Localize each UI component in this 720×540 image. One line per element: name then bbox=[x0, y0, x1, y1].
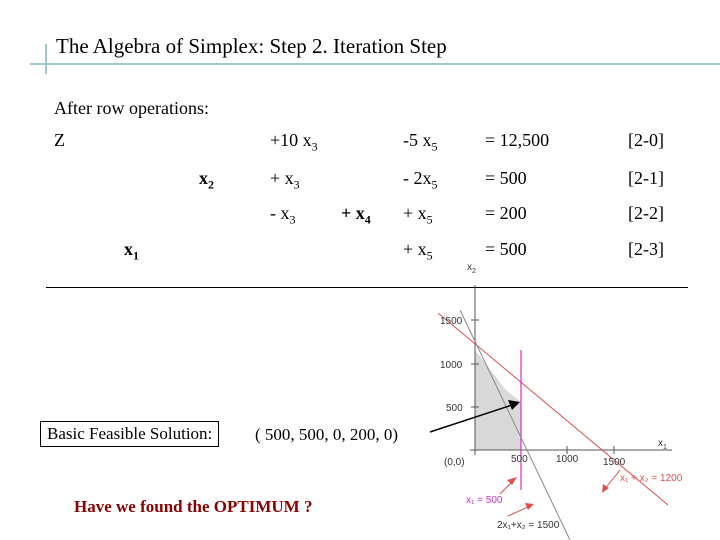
row1-x3: + $x_3$ bbox=[270, 168, 300, 192]
bfs-value: ( 500, 500, 0, 200, 0) bbox=[255, 425, 399, 444]
y-axis-label: $x_2$ bbox=[467, 262, 476, 275]
y-tick-label: 500 bbox=[446, 403, 463, 414]
origin-label: (0,0) bbox=[444, 457, 465, 468]
constraint-label-2x1: 2x₁+x₂ = 1500 bbox=[497, 520, 560, 531]
bfs-label-box: Basic Feasible Solution: bbox=[40, 421, 219, 447]
row3-basic: $x_1$ bbox=[124, 239, 139, 263]
feasible-region bbox=[475, 350, 521, 450]
constraint-label-sum: x₁ + x₂ = 1200 bbox=[620, 473, 683, 484]
row0-basic: Z bbox=[54, 130, 65, 150]
row3-tag: [2-3] bbox=[628, 239, 664, 259]
x-axis-label: $x_1$ bbox=[658, 438, 667, 451]
row3-x5: + $x_5$ bbox=[403, 239, 433, 263]
row2-x3: - $x_3$ bbox=[270, 203, 296, 227]
subtitle: After row operations: bbox=[54, 98, 209, 118]
optimum-question: Have we found the OPTIMUM ? bbox=[74, 497, 313, 516]
row1-tag: [2-1] bbox=[628, 168, 664, 188]
row2-rhs: = 200 bbox=[485, 203, 527, 223]
row2-tag: [2-2] bbox=[628, 203, 664, 223]
row3-rhs: = 500 bbox=[485, 239, 527, 259]
row1-x5: - $2x_5$ bbox=[403, 168, 438, 192]
row0-x3: +10 $x_3$ bbox=[270, 130, 318, 154]
constraint-label-x1: x₁ = 500 bbox=[466, 495, 503, 506]
row0-rhs: = 12,500 bbox=[485, 130, 550, 150]
y-tick-label: 1500 bbox=[440, 316, 463, 327]
row1-basic: $x_2$ bbox=[199, 168, 214, 192]
row2-x5: + $x_5$ bbox=[403, 203, 433, 227]
row1-rhs: = 500 bbox=[485, 168, 527, 188]
y-tick-label: 1000 bbox=[440, 360, 463, 371]
row0-x5: -5 $x_5$ bbox=[403, 130, 438, 154]
row2-x4: + $x_4$ bbox=[341, 203, 371, 227]
x-tick-label: 500 bbox=[511, 454, 528, 465]
x-tick-label: 1500 bbox=[603, 457, 626, 468]
slide-title: The Algebra of Simplex: Step 2. Iteration Step bbox=[56, 34, 447, 58]
x-tick-label: 1000 bbox=[556, 454, 579, 465]
row0-tag: [2-0] bbox=[628, 130, 664, 150]
